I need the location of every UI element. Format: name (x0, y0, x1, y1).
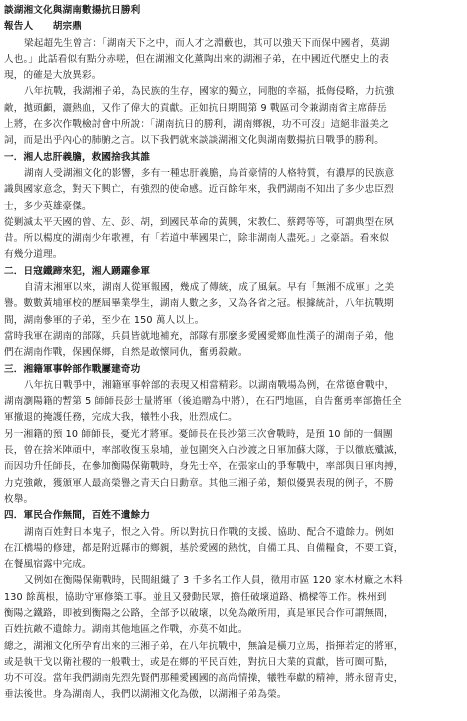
body-text-line: 軍撤退的掩護任務，完成大我，犧牲小我，壯烈成仁。 (4, 412, 238, 424)
body-text-line: 總之，湖湘文化所孕育出來的三湘子弟，在八年抗戰中，無論是橫刀立馬，指揮若定的將軍， (4, 640, 404, 652)
body-text-line: 又例如在衡陽保衛戰時，民間組織了 3 千多名工作人員，徵用市區 120 家木材廠之木料 (24, 575, 403, 587)
body-text-line: 敵，拋頭顱，灑熱血，又作了偉大的貢獻。正如抗日期間第 9 戰區司令兼湖南省主席薛岳 (4, 102, 387, 114)
body-text-line: 130 餘萬根，協助守軍修築工事。並且又發動民眾，擔任破壞道路、橋樑等工作。株州到 (4, 591, 387, 603)
document-body (4, 36, 463, 704)
body-text-line: 譽。數數黃埔軍校的歷屆畢業學生，湖南人數之多，又為各省之冠。根據統計，八年抗戰期 (4, 298, 394, 310)
body-text-line: 百姓抗敵不遺餘力。湖南其他地區之作戰，亦莫不如此。 (4, 624, 248, 636)
body-text-line: 衡陽之鐵路，即被到衡陽之公路，全部予以破壞，以免為敵所用，真是軍民合作可謂無間， (4, 607, 394, 619)
author-line: 報告人 胡宗鼎 (4, 21, 82, 33)
body-text-line: 士，多少英雄豪傑。 (4, 200, 92, 212)
section-heading: 三．湘籍軍事幹部作戰屢建奇功 (4, 363, 141, 375)
body-text-line: 人也。」此話看似有點分赤嗟，但在湖湘文化薰陶出來的湖湘子弟，在中國近代歷史上的表 (4, 53, 389, 65)
body-text-line: 八年抗戰，我湖湘子弟，為民族的生存，國家的獨立，同胞的幸福，抵侮侵略，力抗強 (24, 86, 395, 98)
body-text-line: 湖南百姓對日本鬼子，恨之入骨。所以對抗日作戰的支援、協助、配合不遺餘力。例如 (24, 526, 395, 538)
body-text-line: 垂法後世。身為湖南人，我們以湖湘文化為傲，以湖湘子弟為榮。 (4, 689, 287, 701)
body-text-line: 或是執干戈以衛社稷的一般戰士，或是在鄉的平民百姓，對抗日大業的貢獻，皆可圈可點， (4, 656, 394, 668)
body-text-line: 當時我軍在湖南的部隊，兵員皆就地補充，部隊有那麼多愛國愛鄉血性漢子的湖南子弟，他 (4, 330, 394, 342)
body-text-line: 間，湖南參軍的子弟，至少在 150 萬人以上。 (4, 314, 205, 326)
section-heading: 四．軍民合作無間，百姓不遺餘力 (4, 510, 151, 522)
body-text-line: 現，的確是大放異彩。 (4, 70, 102, 82)
body-text-line: 梁起超先生曾言：「湖南天下之中，而人才之淵藪也，其可以強天下而保中國者，莫湖 (24, 37, 390, 49)
body-text-line: 在江橋場的修建，都是附近縣市的鄉親，基於愛國的熱忱，自備工具、自備糧食，不要工資， (4, 542, 404, 554)
body-text-line: 詞，而是出乎內心的肺腑之言。以下我們就來談談湖湘文化與湖南數揚抗日戰爭的勝利。 (4, 135, 385, 147)
body-text-line: 自清末湘軍以來，湖南人從軍報國，幾成了傳統，成了風氣。早有「無湘不成軍」之美 (24, 282, 395, 294)
section-heading: 二．日寇鐵蹄來犯，湘人踴躍參軍 (4, 265, 151, 277)
body-text-line: 有幾分道理。 (4, 249, 63, 261)
body-text-line: 湖南人受湖湘文化的影響，多有一種忠肝義膽，烏首豪情的人格特質，有濃厚的民族意 (24, 167, 395, 179)
body-text-line: 上將，在多次作戰檢討會中所說：「湖南抗日的勝利，湖南鄉親，功不可沒」這絕非溢美之 (4, 119, 389, 131)
body-text-line: 另一湘籍的預 10 師師長，憂光才將軍。憂師長在長沙第三次會戰時，是預 10 師的一個團 (4, 428, 393, 440)
body-text-line: 力克強敵，獲頒軍人最高榮譽之青天白日勳章。其他三湘子弟，類似優異表現的例子，不勝 (4, 477, 394, 489)
body-text-line: 長，曾在捨米陣頑中，率部收復玉泉埔，並包圍突入白沙渡之日軍加蘇大隊，于以徹底殲滅， (4, 445, 404, 457)
body-text-line: 昔。所以楊度的湖南少年歌裡，有「若道中華國果亡，除非湖南人盡死。」之豪語。看來似 (4, 233, 389, 245)
document-title: 談湖湘文化與湖南數揚抗日勝利 (4, 5, 141, 16)
body-text-line: 而因功升任師長，在參加衡陽保衛戰時，身先士卒，在張家山的爭奪戰中，率部與日軍肉搏， (4, 461, 404, 473)
body-text-line: 枚舉。 (4, 493, 34, 505)
body-text-line: 八年抗日戰爭中，湘籍軍事幹部的表現又相當精彩。以湖南戰場為例，在常德會戰中， (24, 379, 395, 391)
body-text-line: 們在湖南作戰，保國保鄉，自然是敢懷同仇，奮勇殺敵。 (4, 347, 248, 359)
body-text-line: 功不可沒。當年我們湖南先烈先賢們那種愛國國的高尚情操，犧牲奉獻的精神，將永留青史， (4, 673, 404, 685)
document-page (4, 3, 463, 704)
body-text-line: 湖南瀏陽籍的暫第 5 師師長彭士量將軍（後追贈為中將），在石門地區，自告奮勇率部擔任全 (4, 396, 402, 408)
section-heading: 一．湘人忠肝義膽，救國捨我其誰 (4, 151, 151, 163)
body-text-line: 從剿滅太平天國的曾、左、彭、胡，到國民革命的黃興，宋教仁、蔡鍔等等，可謂典型在夙 (4, 216, 394, 228)
body-text-line: 識與國家意念，對天下興亡，有強烈的使命感。近百餘年來，我們湖南不知出了多少忠臣烈 (4, 184, 394, 196)
body-text-line: 在餐風宿露中完成。 (4, 559, 92, 571)
